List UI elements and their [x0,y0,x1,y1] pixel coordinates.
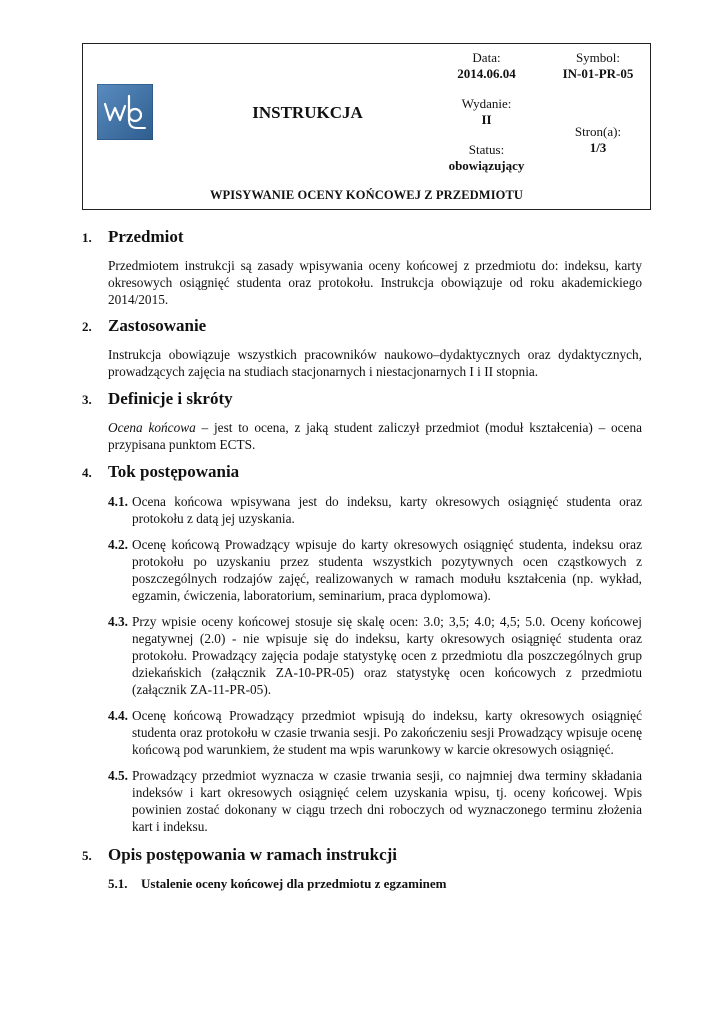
section-title: Zastosowanie [108,316,207,335]
edition-value: II [481,112,492,127]
item-number: 4.5. [108,768,128,783]
item-number: 4.2. [108,537,128,552]
symbol-cell [546,44,650,88]
section-paragraph: Instrukcja obowiązuje wszystkich pracowników naukowo–dydaktycznych oraz dydaktycznych, prowadzących zajęcia na studiach stacjonarnych i niestacjonarnych I i II stopnia. [108,347,642,379]
section-heading [82,316,642,336]
document-type-title: INSTRUKCJA [252,103,363,122]
document-subtitle: WPISYWANIE OCENY KOŃCOWEJ Z PRZEDMIOTU [209,188,524,202]
section-title: Opis postępowania w ramach instrukcji [108,845,398,864]
section-heading [82,389,642,409]
section-number: 3. [82,392,92,407]
section-heading [82,845,642,865]
section-title: Przedmiot [108,227,184,246]
edition-cell [427,88,546,136]
symbol-label: Symbol: [575,50,621,65]
item-text: Ocena końcowa wpisywana jest do indeksu, karty okresowych osiągnięć studenta oraz protokołu z datą jej uzyskania. [132,494,642,526]
symbol-value: IN-01-PR-05 [562,66,634,81]
date-label: Data: [472,50,501,65]
status-cell [427,136,546,182]
defined-term: Ocena końcowa [108,420,196,435]
list-item [108,493,642,527]
subsection-title: Ustalenie oceny końcowej dla przedmiotu z egzaminem [141,876,447,891]
section-title: Definicje i skróty [108,389,233,408]
section-number: 1. [82,230,92,245]
list-item [108,767,642,835]
pages-label: Stron(a): [574,124,622,139]
date-value: 2014.06.04 [457,66,516,81]
section-number: 2. [82,319,92,334]
item-text: Prowadzący przedmiot wyznacza w czasie trwania sesji, co najmniej dwa terminy składania indeksów i kart okresowych osiągnięć celem uzyskania wpisu, tj. oceny końcowej. Wpis powinien zostać dokonany w ciągu trzech dni roboczych od wyznaczonego terminu złożenia kart i indeksu. [132,768,642,834]
document-header-table [82,43,651,210]
subsection-heading [108,876,642,892]
definition-text: – jest to ocena, z jaką student zaliczył przedmiot (moduł kształcenia) – ocena przypisana punktom ECTS. [108,420,642,452]
item-number: 4.3. [108,614,128,629]
section-paragraph: Przedmiotem instrukcji są zasady wpisywania oceny końcowej z przedmiotu do: indeksu, karty okresowych osiągnięć studenta oraz protokołu. Instrukcja obowiązuje od roku akademickiego 2014/2015. [108,258,642,307]
item-number: 4.4. [108,708,128,723]
logo-cell [83,44,188,182]
section-title: Tok postępowania [108,462,240,481]
institution-logo [97,84,153,140]
item-text: Ocenę końcową Prowadzący przedmiot wpisują do indeksu, karty okresowych osiągnięć studenta oraz protokołu w czasie trwania sesji. Po zakończeniu sesji Prowadzący wpisuje ocenę końcową pod warunkiem, że student ma wpis warunkowy w karcie okresowych osiągnięć. [132,708,642,757]
status-value: obowiązujący [448,158,525,173]
subsection-number: 5.1. [108,876,128,891]
document-body [82,222,642,892]
definition-paragraph [108,419,642,453]
pages-cell [546,88,650,182]
edition-label: Wydanie: [461,96,512,111]
item-number: 4.1. [108,494,128,509]
list-item [108,613,642,698]
list-item [108,536,642,604]
status-label: Status: [468,142,505,157]
section-heading [82,462,642,482]
list-item [108,707,642,758]
section-number: 5. [82,848,92,863]
section-heading [82,227,642,247]
pages-value: 1/3 [589,140,607,155]
section-number: 4. [82,465,92,480]
item-text: Ocenę końcową Prowadzący wpisuje do karty okresowych osiągnięć studenta, indeksu oraz protokołu po uzyskaniu przez studenta wszystkich pozytywnych ocen cząstkowych z poszczególnych rodzajów zajęć, realizowanych w ramach modułu kształcenia (np. wykład, egzamin, ćwiczenia, laboratorium, seminarium, praca dyplomowa). [132,537,642,603]
date-cell [427,44,546,88]
item-text: Przy wpisie oceny końcowej stosuje się skalę ocen: 3.0; 3,5; 4.0; 4,5; 5.0. Oceny końcowej negatywnej (2.0) - nie wpisuje się do indeksu, karty okresowych osiągnięć studenta oraz protokołu. Prowadzący zajęcia podaje statystykę ocen z przedmiotu dla poszczególnych grup dziekańskich (załącznik ZA-10-PR-05) oraz statystykę ocen końcowych z przedmiotu (załącznik ZA-11-PR-05). [132,614,642,697]
